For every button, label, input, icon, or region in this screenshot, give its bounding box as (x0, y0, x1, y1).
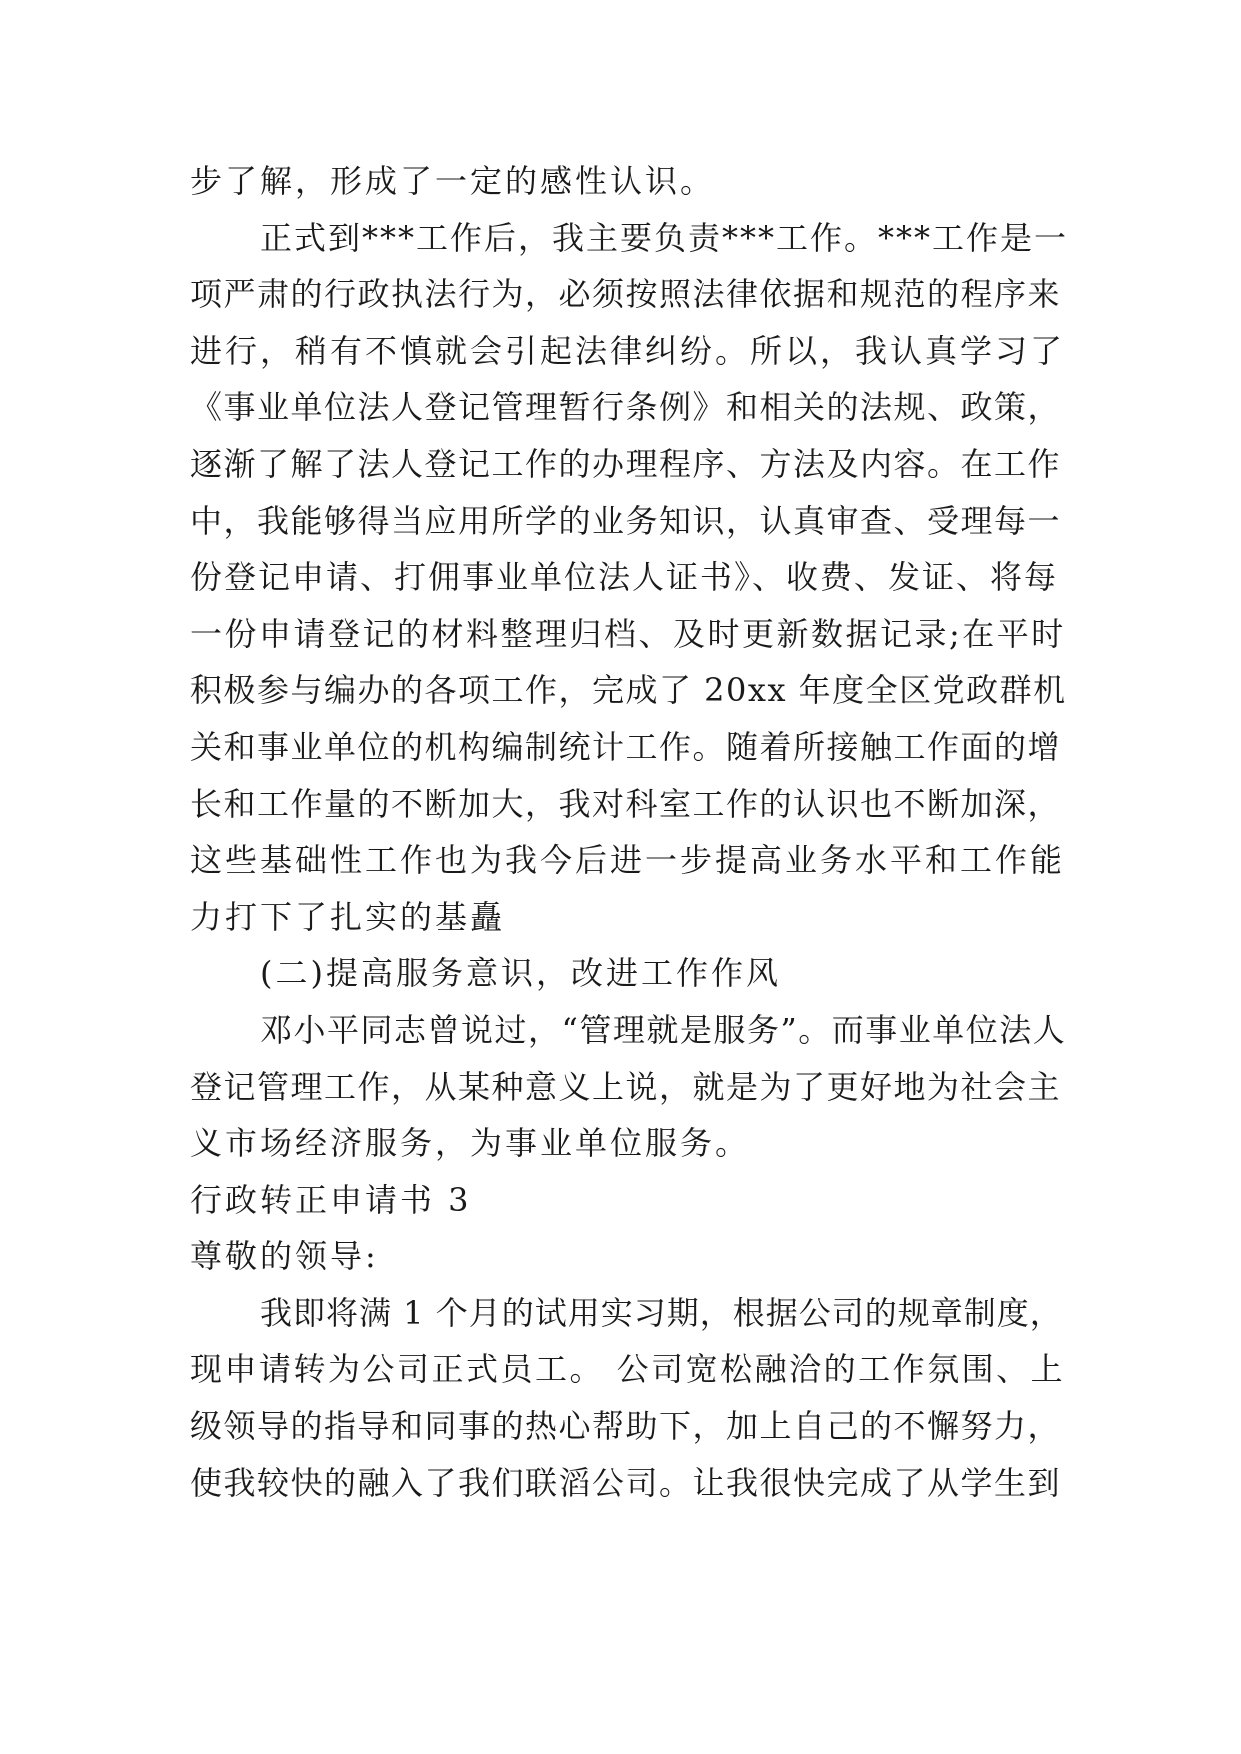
text-line: 进行，稍有不慎就会引起法律纠纷。所以，我认真学习了 (190, 331, 1066, 370)
text-line: 正式到***工作后，我主要负责***工作。***工作是一 (260, 218, 1069, 257)
text-line: 中，我能够得当应用所学的业务知识，认真审查、受理每一 (190, 501, 1062, 540)
text-line: (二)提高服务意识，改进工作作风 (260, 954, 781, 993)
text-line: 份登记申请、打佣事业单位法人证书》、收费、发证、将每 (190, 558, 1059, 597)
text-line: 现申请转为公司正式员工。 公司宽松融洽的工作氛围、上 (190, 1350, 1066, 1389)
text-line: 邓小平同志曾说过，“管理就是服务”。而事业单位法人 (260, 1010, 1067, 1049)
text-line: 步了解，形成了一定的感性认识。 (190, 162, 716, 200)
text-line: 尊敬的领导: (190, 1237, 379, 1276)
text-line: 行政转正申请书 3 (190, 1180, 472, 1219)
text-line: 一份申请登记的材料整理归档、及时更新数据记录;在平时 (190, 614, 1066, 653)
text-line: 逐渐了解了法人登记工作的办理程序、方法及内容。在工作 (190, 444, 1062, 483)
text-line: 关和事业单位的机构编制统计工作。随着所接触工作面的增 (190, 727, 1062, 766)
text-line: 长和工作量的不断加大，我对科室工作的认识也不断加深， (190, 784, 1062, 823)
text-line: 级领导的指导和同事的热心帮助下，加上自己的不懈努力， (190, 1407, 1062, 1446)
text-line: 登记管理工作，从某种意义上说，就是为了更好地为社会主 (190, 1067, 1062, 1106)
text-line: 项严肃的行政执法行为，必须按照法律依据和规范的程序来 (190, 275, 1062, 314)
text-line: 使我较快的融入了我们联滔公司。让我很快完成了从学生到 (190, 1463, 1062, 1502)
text-line: 《事业单位法人登记管理暂行条例》和相关的法规、政策， (190, 388, 1062, 427)
text-line: 积极参与编办的各项工作，完成了 20xx 年度全区党政群机 (190, 671, 1067, 710)
document-body (190, 153, 1070, 1511)
text-line: 我即将满 1 个月的试用实习期，根据公司的规章制度， (260, 1293, 1063, 1332)
text-line: 义市场经济服务，为事业单位服务。 (190, 1124, 751, 1163)
text-line: 这些基础性工作也为我今后进一步提高业务水平和工作能 (190, 841, 1066, 880)
text-line: 力打下了扎实的基矗 (190, 897, 506, 936)
